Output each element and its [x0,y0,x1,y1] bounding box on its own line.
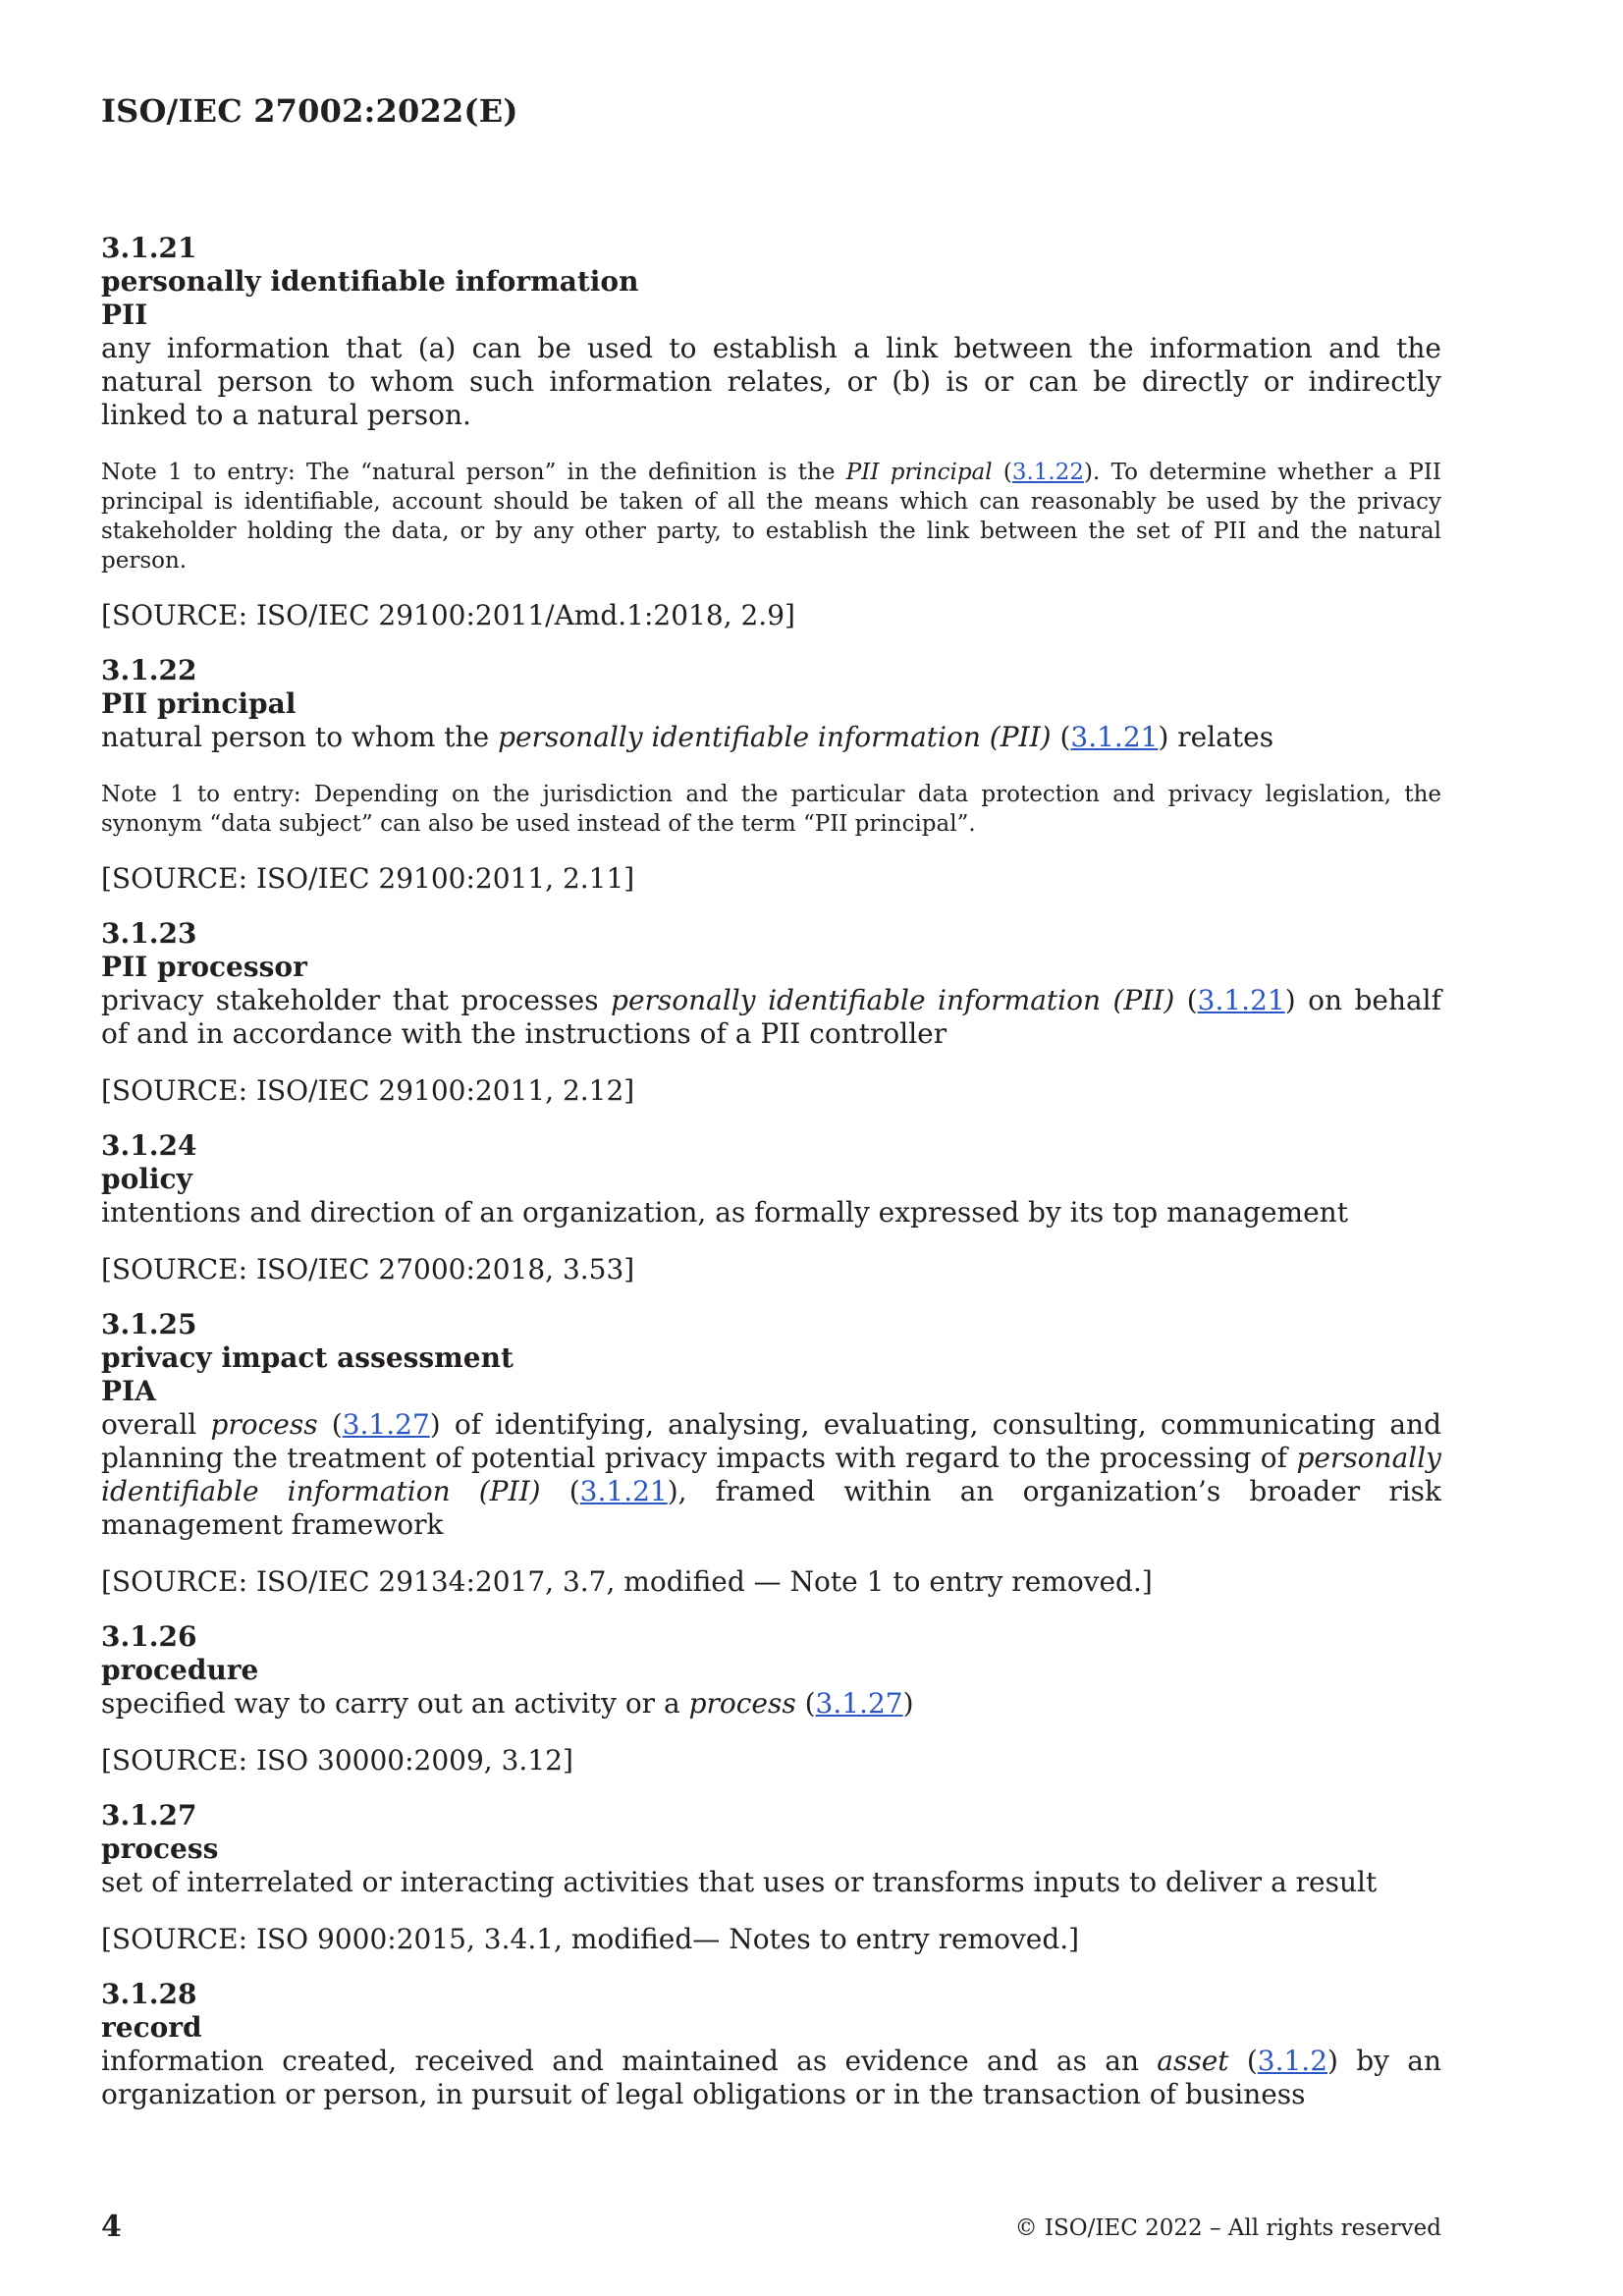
definition-text: ) of identifying, analysing, evaluating, consulting, communicating and planning the treatment of potential privacy impacts with regard to the processing of [101,1408,1442,1474]
note-text: ). To determine whether a PII principal is identifiable, account should be taken of all the means which can reasonably be used by the privacy stakeholder holding the data, or by any other party, to establish the link between the set of PII and the natural person. [101,460,1441,574]
note-text: ( [992,460,1012,485]
term-name: policy [101,1163,192,1195]
term-entry-3-1-25 [101,1308,1441,1599]
term-source: [SOURCE: ISO/IEC 27000:2018, 3.53] [101,1253,635,1285]
copyright-notice: © ISO/IEC 2022 – All rights reserved [1014,2215,1441,2241]
term-definition [101,1687,1441,1721]
term-entry-3-1-24 [101,1129,1441,1286]
term-entry-3-1-27 [101,1799,1441,1956]
cross-reference-link[interactable]: 3.1.2 [1257,2045,1328,2077]
definition-text: ) [902,1687,914,1720]
definition-italic-term: personally identifiable information (PII) [611,984,1175,1016]
term-entry-3-1-23 [101,917,1441,1108]
term-source: [SOURCE: ISO/IEC 29100:2011, 2.12] [101,1074,635,1107]
note-text: Note 1 to entry: The “natural person” in the definition is the [101,460,846,485]
term-name: process [101,1832,219,1865]
cross-reference-link[interactable]: 3.1.21 [1197,984,1285,1016]
definition-text: information created, received and maintained as evidence and as an [101,2045,1158,2077]
definition-text: privacy stakeholder that processes [101,984,612,1016]
definition-italic-term: personally identifiable information (PII) [498,721,1052,753]
definition-text: ( [317,1408,343,1441]
cross-reference-link[interactable]: 3.1.27 [815,1687,903,1720]
definition-text: ( [1051,721,1071,753]
cross-reference-link[interactable]: 3.1.22 [1011,460,1085,485]
term-name: PII principal [101,687,297,720]
terms-content [101,232,1441,2133]
term-source: [SOURCE: ISO/IEC 29100:2011, 2.11] [101,862,635,895]
definition-text: ( [1174,984,1198,1016]
page-number: 4 [101,2210,122,2244]
term-entry-3-1-22 [101,654,1441,896]
term-entry-3-1-28 [101,1978,1441,2111]
term-source: [SOURCE: ISO/IEC 29134:2017, 3.7, modified — Note 1 to entry removed.] [101,1565,1153,1598]
definition-text: overall [101,1408,211,1441]
term-definition [101,1408,1441,1542]
term-abbreviation: PII [101,299,148,331]
term-definition [101,721,1441,754]
term-definition: set of interrelated or interacting activities that uses or transforms inputs to deliver a result [101,1866,1378,1898]
definition-text: ( [1228,2045,1258,2077]
definition-text: ), framed within an organization’s broader risk management framework [101,1475,1441,1541]
definition-text: ) by an organization or person, in pursuit of legal obligations or in the transaction of business [101,2045,1441,2110]
document-header: ISO/IEC 27002:2022(E) [101,92,518,130]
definition-italic-term: process [688,1687,796,1720]
definition-text: natural person to whom the [101,721,499,753]
definition-text: ( [795,1687,816,1720]
term-entry-3-1-21 [101,232,1441,632]
term-number: 3.1.21 [101,232,197,264]
term-definition: any information that (a) can be used to establish a link between the information and the natural person to whom such information relates, or (b) is or can be directly or indirectly linked to a natural person. [101,332,1441,431]
term-number: 3.1.26 [101,1620,197,1653]
definition-text: ) relates [1158,721,1274,753]
term-definition: intentions and direction of an organization, as formally expressed by its top management [101,1196,1348,1229]
term-number: 3.1.24 [101,1129,197,1162]
definition-text: ) on behalf of and in accordance with the instructions of a PII controller [101,984,1442,1050]
term-abbreviation: PIA [101,1375,156,1407]
term-definition [101,2045,1441,2111]
term-name: privacy impact assessment [101,1341,514,1374]
term-definition [101,984,1441,1051]
definition-text: specified way to carry out an activity or a [101,1687,689,1720]
term-number: 3.1.22 [101,654,197,686]
term-source: [SOURCE: ISO 30000:2009, 3.12] [101,1744,573,1777]
cross-reference-link[interactable]: 3.1.21 [579,1475,668,1507]
definition-italic-term: personally identifiable information (PII) [101,1442,1441,1507]
term-name: personally identifiable information [101,265,639,298]
cross-reference-link[interactable]: 3.1.27 [342,1408,430,1441]
note-to-entry [101,458,1441,575]
term-entry-3-1-26 [101,1620,1441,1777]
term-number: 3.1.25 [101,1308,197,1340]
term-name: PII processor [101,951,307,983]
term-name: procedure [101,1654,259,1686]
definition-text: ( [540,1475,580,1507]
term-source: [SOURCE: ISO 9000:2015, 3.4.1, modified— Notes to entry removed.] [101,1923,1080,1955]
term-name: record [101,2011,202,2044]
note-to-entry: Note 1 to entry: Depending on the jurisdiction and the particular data protection and privacy legislation, the synonym “data subject” can also be used instead of the term “PII principal”. [101,782,1441,837]
term-number: 3.1.28 [101,1978,197,2010]
note-italic-term: PII principal [845,460,993,485]
cross-reference-link[interactable]: 3.1.21 [1070,721,1159,753]
definition-italic-term: asset [1157,2045,1229,2077]
term-number: 3.1.23 [101,917,197,950]
term-number: 3.1.27 [101,1799,197,1831]
term-source: [SOURCE: ISO/IEC 29100:2011/Amd.1:2018, 2.9] [101,599,795,631]
definition-italic-term: process [210,1408,318,1441]
